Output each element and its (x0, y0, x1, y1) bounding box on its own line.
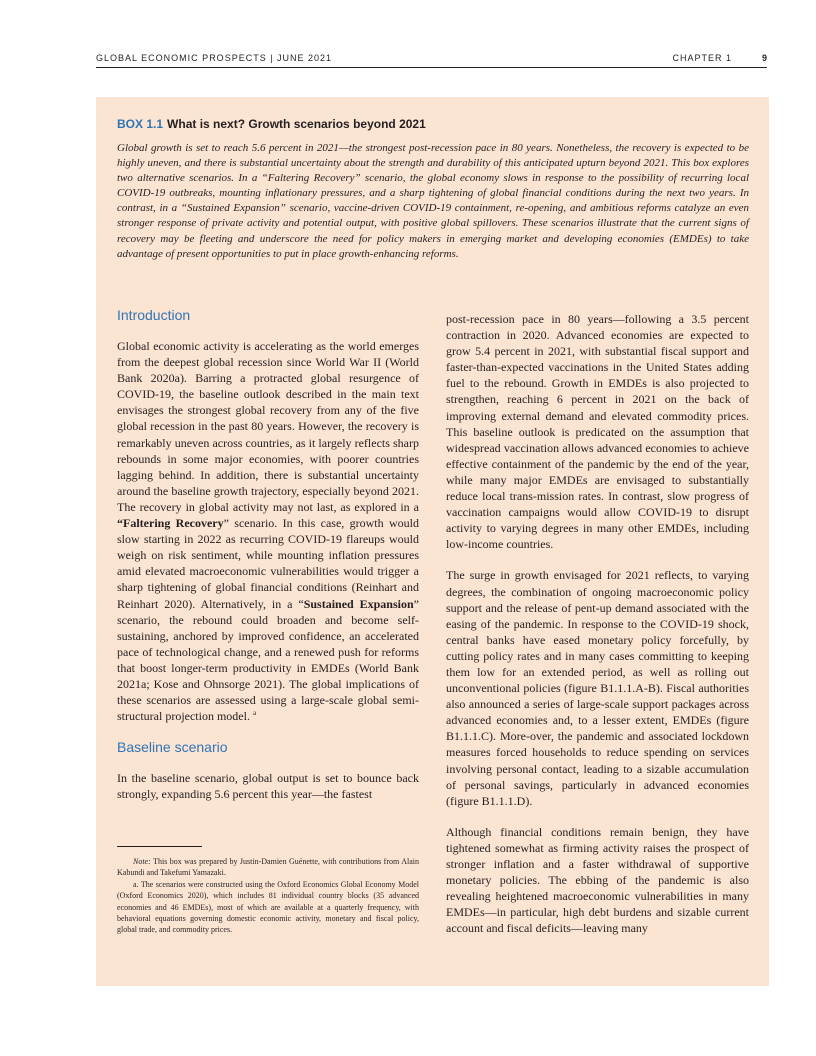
left-column (117, 307, 419, 817)
note-label: Note: (133, 857, 151, 866)
box-summary: Global growth is set to reach 5.6 percent in 2021—the strongest post-recession pace in 80 years. Nonetheless, the recovery is expected to be highly uneven, and there is substantial uncertainty about the strength and durability of this anticipated upturn beyond 2021. This box explores two alternative scenarios. In a “Faltering Recovery” scenario, the global economy slows in response to the possibility of recurring local COVID-19 outbreaks, mounting inflationary pressures, and a sharp tightening of global financial conditions during the next two years. In contrast, in a “Sustained Expansion” scenario, vaccine-driven COVID-19 containment, re-opening, and ambitious reforms catalyze an even stronger response of private activity and potential output, with positive global spillovers. These scenarios illustrate that the current signs of recovery may be fleeting and underscore the need for policy makers in emerging market and developing economies (EMDEs) to take advantage of present opportunities to put in place growth-enhancing reforms. (117, 142, 749, 260)
right-paragraph-1: post-recession pace in 80 years—following a 3.5 percent contraction in 2020. Advanced economies are expected to grow 5.4 percent in 2021, with substantial fiscal support and faster-than-expected vaccinations in the United States adding fuel to the rebound. Growth in EMDEs is also projected to strengthen, reaching 6 percent in 2021 on the back of improving external demand and elevated commodity prices. This baseline outlook is predicated on the assumption that widespread vaccination allows advanced economies to achieve effective containment of the pandemic by the end of the year, while many major EMDEs are envisaged to substantially reduce local trans-mission rates. In contrast, slow progress of vaccination campaigns would allow COVID-19 to disrupt activity to varying degrees in many other EMDEs, including low-income countries. (446, 312, 749, 552)
baseline-heading: Baseline scenario (117, 739, 228, 756)
header-rule (96, 67, 767, 68)
chapter-label (672, 53, 767, 63)
footnote-note (117, 856, 419, 879)
box-title (117, 117, 426, 131)
intro-paragraph (117, 338, 419, 724)
running-header: GLOBAL ECONOMIC PROSPECTS | JUNE 2021 (96, 53, 333, 63)
footnote-rule (117, 846, 202, 847)
faltering-term: “Faltering Recovery (117, 516, 224, 531)
footnote-ref[interactable]: a (252, 709, 257, 718)
box-number: BOX 1.1 (117, 117, 164, 131)
box-title-text: What is next? Growth scenarios beyond 2021 (167, 117, 426, 131)
sustained-term: Sustained Expansion (303, 596, 414, 611)
footnotes (117, 856, 419, 936)
right-paragraph-2: The surge in growth envisaged for 2021 reflects, to varying degrees, the combination of ongoing macroeconomic policy support and the release of pent-up demand associated with the easing of the pandemic. In response to the COVID-19 shock, central banks have eased monetary policy forcefully, by cutting policy rates and in many cases committing to keeping them low for an extended period, as well as rolling out unconventional policies (figure B1.1.1.A-B). Fiscal authorities also announced a series of large-scale support packages across advanced economies and, to a lesser extent, EMDEs (figure B1.1.1.C). More-over, the pandemic and associated lockdown measures forced households to reduce spending on services involving personal contact, leading to a sizable accumulation of personal savings, particularly in advanced economies (figure B1.1.1.D). (446, 568, 749, 808)
intro-heading: Introduction (117, 307, 191, 323)
chapter-text: CHAPTER 1 (672, 53, 732, 63)
box-panel (96, 97, 769, 986)
page-number: 9 (761, 53, 767, 63)
footnote-a: a. The scenarios were constructed using the Oxford Economics Global Economy Model (Oxford Economics 2020), which includes 81 individual country blocks (35 advanced economies and 46 EMDEs), most of which are available at a quarterly frequency, with behavioral equations governing domestic economic activity, monetary and fiscal policy, global trade, and commodity prices. (117, 879, 419, 935)
right-paragraph-3: Although financial conditions remain benign, they have tightened somewhat as firming activity raises the prospect of stronger inflation and a faster withdrawal of supportive monetary policies. The ebbing of the pandemic is also revealing heightened macroeconomic vulnerabilities in many EMDEs—in particular, high debt burdens and sizable current account and fiscal deficits—leaving many (446, 824, 749, 936)
intro-text-a: Global economic activity is accelerating as the world emerges from the deepest global recession since World War II (World Bank 2020a). Barring a protracted global resurgence of COVID-19, the baseline outlook described in the main text envisages the strongest global recovery from any of the five global recession in the past 80 years. However, the recovery is remarkably uneven across countries, as it largely reflects sharp rebounds in some major economies, with poorer countries lagging behind. In addition, there is substantial uncertainty around the baseline growth trajectory, especially beyond 2021. The recovery in global activity may not last, as explored in a (117, 339, 419, 514)
baseline-paragraph: In the baseline scenario, global output is set to bounce back strongly, expanding 5.6 percent this year—the fastest (117, 771, 419, 802)
intro-text-b: ” scenario. In this case, growth would slow starting in 2022 as recurring COVID-19 flareups would weigh on risk sentiment, while mounting inflation pressures amid elevated macroeconomic vulnerabilities would trigger a sharp tightening of global financial conditions (Reinhart and Reinhart 2020). Alternatively, in a “ (117, 516, 419, 611)
intro-text-c: ” scenario, the rebound could broaden and become self-sustaining, anchored by improved confidence, an accelerated pace of technological change, and a renewed push for reforms that boost longer-term productivity in EMDEs (World Bank 2021a; Kose and Ohnsorge 2021). The global implications of these scenarios are assessed using a large-scale global semi-structural projection model. (117, 596, 419, 724)
note-text: This box was prepared by Justin-Damien Guénette, with contributions from Alain Kabundi and Takefumi Yamazaki. (117, 857, 419, 878)
right-column (446, 311, 749, 951)
